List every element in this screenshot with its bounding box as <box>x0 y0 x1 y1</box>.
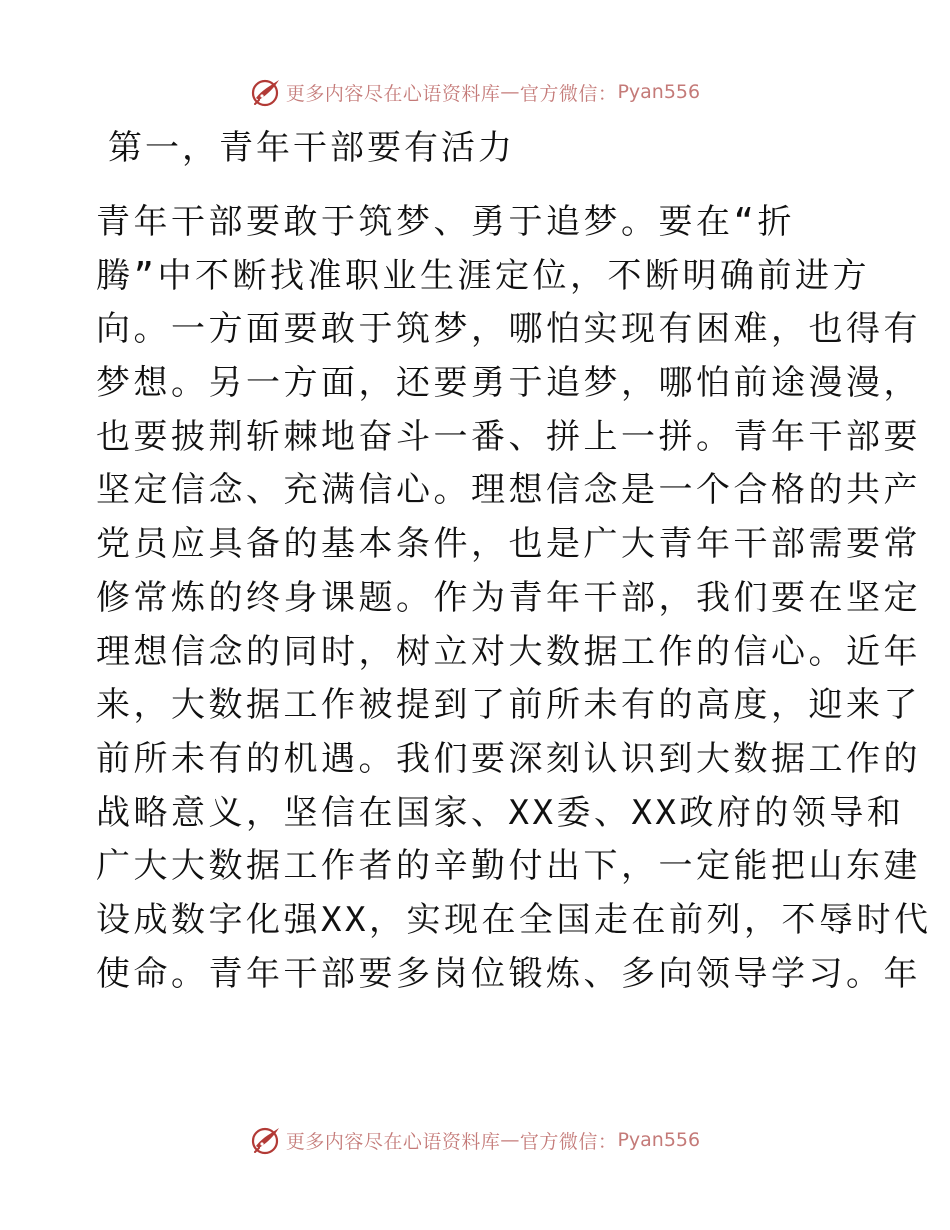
text-line: 青年干部要敢于筑梦、勇于追梦。要在“折 <box>96 202 795 242</box>
banner-title: 更多内容尽在心语资料库 <box>285 1130 501 1153</box>
text-line: 理想信念的同时，树立对大数据工作的信心。近年 <box>96 631 921 672</box>
text-line: 向。一方面要敢于筑梦，哪怕实现有困难，也得有 <box>96 309 921 350</box>
body-paragraph <box>96 196 932 1001</box>
text-line: 也要披荆斩棘地奋斗一番、拼上一拼。青年干部要 <box>96 416 921 457</box>
text-line: 梦想。另一方面，还要勇于追梦，哪怕前途漫漫， <box>96 363 921 404</box>
text-line: 坚定信念、充满信心。理想信念是一个合格的共产 <box>96 470 921 511</box>
text-line: 使命。青年干部要多岗位锻炼、多向领导学习。年 <box>96 953 921 994</box>
text-line: 党员应具备的基本条件，也是广大青年干部需要常 <box>96 524 921 565</box>
quill-pen-logo-icon <box>250 76 282 108</box>
text-line: 设成数字化强XX，实现在全国走在前列，不辱时代 <box>96 899 932 940</box>
section-heading: 第一，青年干部要有活力 <box>108 128 515 168</box>
banner-dash: — <box>500 81 520 103</box>
header-watermark-banner <box>0 72 950 112</box>
text-line: 来，大数据工作被提到了前所未有的高度，迎来了 <box>96 685 921 726</box>
quill-pen-logo-icon <box>250 1124 282 1156</box>
text-line: 战略意义，坚信在国家、XX委、XX政府的领导和 <box>96 792 905 833</box>
text-line: 前所未有的机遇。我们要深刻认识到大数据工作的 <box>96 738 921 779</box>
banner-suffix: 官方微信： <box>519 1130 618 1153</box>
text-line: 广大大数据工作者的辛勤付出下，一定能把山东建 <box>96 846 921 887</box>
footer-watermark-banner <box>0 1120 950 1160</box>
text-line: 腾”中不断找准职业生涯定位，不断明确前进方 <box>96 255 870 296</box>
banner-title: 更多内容尽在心语资料库 <box>285 82 501 105</box>
banner-dash: — <box>500 1129 520 1151</box>
banner-wechat-id: Pyan556 <box>617 1129 701 1151</box>
banner-wechat-id: Pyan556 <box>617 81 701 103</box>
text-line: 修常炼的终身课题。作为青年干部，我们要在坚定 <box>96 577 921 618</box>
banner-suffix: 官方微信： <box>519 82 618 105</box>
